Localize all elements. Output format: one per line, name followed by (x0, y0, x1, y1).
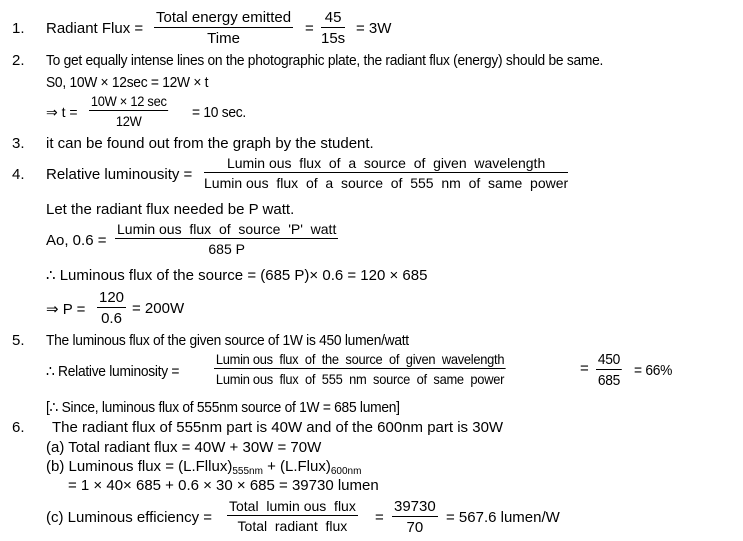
fraction (392, 498, 438, 536)
numerator: Total lumin ous flux (229, 498, 356, 514)
item-number: 1. (12, 20, 25, 37)
item-number: 3. (12, 135, 25, 152)
fraction (154, 9, 293, 47)
fraction (214, 351, 506, 387)
equals: = (305, 20, 314, 37)
fraction (97, 289, 126, 327)
fraction (596, 351, 622, 389)
result: = 200W (132, 300, 185, 317)
paragraph: To get equally intense lines on the photographic plate, the radiant flux (energy) should be same. (46, 52, 604, 69)
fraction (227, 498, 358, 534)
item-number: 4. (12, 166, 25, 183)
denominator: 685 (597, 372, 621, 389)
denominator: Lumin ous flux of a source of 555 nm of same power (204, 175, 569, 191)
paragraph: it can be found out from the graph by the student. (46, 135, 374, 152)
part-b (46, 458, 361, 477)
result: = 66% (634, 362, 673, 379)
fraction (89, 93, 168, 129)
numerator: 120 (99, 289, 125, 306)
denominator: 12W (115, 113, 142, 129)
denominator: Time (207, 30, 240, 47)
denominator: 70 (406, 519, 424, 536)
part-b-text: (b) Luminous flux = (L.Fllux) (46, 458, 233, 475)
equation-line: S0, 10W × 12sec = 12W × t (46, 74, 209, 91)
numerator: 10W × 12 sec (90, 93, 167, 109)
numerator: 45 (321, 9, 345, 28)
fraction (204, 155, 568, 191)
equation-line: ∴ Luminous flux of the source = (685 P)× 0.6 = 120 × 685 (46, 267, 428, 284)
item-number: 2. (12, 52, 25, 69)
fraction (115, 221, 338, 257)
note: [∴ Since, luminous flux of 555nm source of 1W = 685 lumen] (46, 399, 400, 416)
denominator: 0.6 (101, 310, 122, 327)
part-b-text: + (L.Flux) (262, 458, 331, 475)
equation-lhs: (c) Luminous efficiency = (46, 509, 213, 526)
denominator: Total radiant flux (237, 518, 348, 534)
part-a: (a) Total radiant flux = 40W + 30W = 70W (46, 439, 322, 456)
equals: = (375, 509, 384, 526)
fraction (321, 9, 345, 47)
equation-lhs: Ao, 0.6 = (46, 232, 107, 249)
paragraph: The luminous flux of the given source of 1W is 450 lumen/watt (46, 332, 409, 349)
numerator: Lumin ous flux of a source of given wavelength (204, 155, 568, 173)
equation-lhs: ∴ Relative luminosity = (46, 363, 180, 380)
denominator: 15s (321, 30, 346, 47)
equation-line: = 1 × 40× 685 + 0.6 × 30 × 685 = 39730 lumen (68, 477, 379, 494)
numerator: Lumin ous flux of the source of given wavelength (215, 351, 505, 367)
paragraph: The radiant flux of 555nm part is 40W and of the 600nm part is 30W (52, 419, 504, 436)
denominator: Lumin ous flux of 555 nm source of same power (215, 371, 505, 387)
equals: = (580, 360, 589, 377)
numerator: 450 (597, 351, 621, 368)
equation-lhs: ⇒ P = (46, 301, 86, 318)
denominator: 685 P (208, 241, 245, 257)
result: = 567.6 lumen/W (446, 509, 560, 526)
paragraph: Let the radiant flux needed be P watt. (46, 201, 295, 218)
subscript: 555nm (232, 466, 263, 477)
numerator: Lumin ous flux of source 'P' watt (117, 221, 337, 237)
subscript: 600nm (330, 466, 362, 477)
result: = 10 sec. (192, 104, 246, 121)
equation-lhs: ⇒ t = (46, 104, 78, 120)
result: = 3W (356, 20, 392, 37)
numerator: 39730 (394, 498, 436, 515)
equation-lhs: Relative luminousity = (46, 166, 193, 183)
item-number: 5. (12, 332, 25, 349)
numerator: Total energy emitted (156, 9, 292, 26)
equation-lhs: Radiant Flux = (46, 20, 144, 37)
item-number: 6. (12, 419, 25, 436)
